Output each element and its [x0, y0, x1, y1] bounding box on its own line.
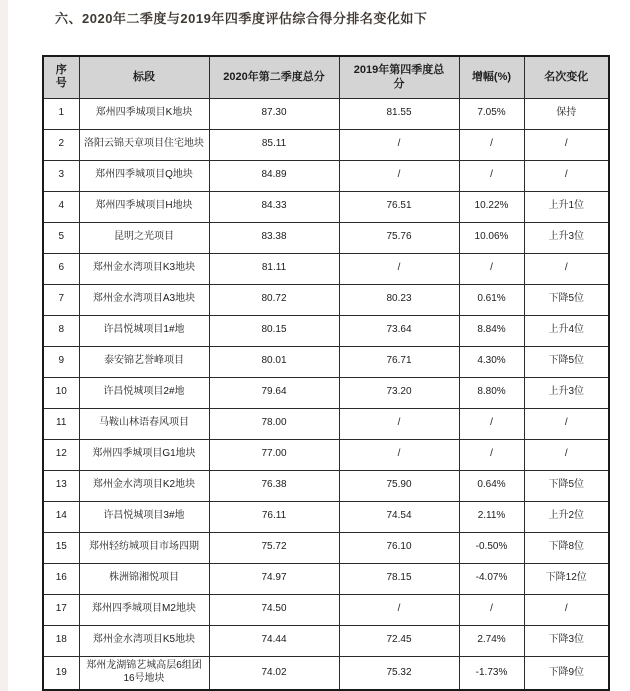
cell-section: 昆明之光项目 — [79, 222, 209, 253]
cell-no: 8 — [43, 315, 79, 346]
cell-q2_2020: 74.44 — [209, 625, 339, 656]
cell-rank_change: 上升3位 — [524, 377, 609, 408]
cell-q2_2020: 78.00 — [209, 408, 339, 439]
table-row — [43, 656, 609, 690]
cell-rank_change: 上升2位 — [524, 501, 609, 532]
cell-q2_2020: 74.50 — [209, 594, 339, 625]
cell-section: 郑州四季城项目M2地块 — [79, 594, 209, 625]
cell-growth: 2.11% — [459, 501, 524, 532]
cell-q4_2019: / — [339, 408, 459, 439]
cell-no: 13 — [43, 470, 79, 501]
cell-q4_2019: 76.51 — [339, 191, 459, 222]
header-row — [43, 56, 609, 98]
cell-no: 7 — [43, 284, 79, 315]
cell-q2_2020: 83.38 — [209, 222, 339, 253]
cell-growth: 0.64% — [459, 470, 524, 501]
cell-no: 3 — [43, 160, 79, 191]
cell-q4_2019: / — [339, 160, 459, 191]
cell-rank_change: / — [524, 408, 609, 439]
table-row — [43, 253, 609, 284]
cell-q2_2020: 85.11 — [209, 129, 339, 160]
cell-q2_2020: 87.30 — [209, 98, 339, 129]
cell-no: 5 — [43, 222, 79, 253]
cell-section: 许昌悦城项目3#地 — [79, 501, 209, 532]
table-row — [43, 532, 609, 563]
table-row — [43, 470, 609, 501]
cell-q2_2020: 80.72 — [209, 284, 339, 315]
table-row — [43, 625, 609, 656]
score-table — [42, 55, 610, 691]
table-row — [43, 284, 609, 315]
cell-growth: / — [459, 160, 524, 191]
cell-growth: -1.73% — [459, 656, 524, 690]
cell-q4_2019: 75.90 — [339, 470, 459, 501]
cell-rank_change: / — [524, 253, 609, 284]
cell-q4_2019: 73.64 — [339, 315, 459, 346]
cell-section: 郑州轻纺城项目市场四期 — [79, 532, 209, 563]
cell-section: 泰安锦艺誉峰项目 — [79, 346, 209, 377]
cell-q2_2020: 75.72 — [209, 532, 339, 563]
cell-q2_2020: 74.02 — [209, 656, 339, 690]
cell-section: 郑州四季城项目Q地块 — [79, 160, 209, 191]
column-header-rank-change: 名次变化 — [524, 56, 609, 98]
column-header-2019-q4-score: 2019年第四季度总分 — [339, 56, 459, 98]
cell-section: 郑州四季城项目K地块 — [79, 98, 209, 129]
cell-growth: 10.06% — [459, 222, 524, 253]
cell-q2_2020: 80.15 — [209, 315, 339, 346]
table-row — [43, 315, 609, 346]
table-row — [43, 346, 609, 377]
cell-rank_change: 上升1位 — [524, 191, 609, 222]
cell-no: 19 — [43, 656, 79, 690]
cell-q4_2019: 75.76 — [339, 222, 459, 253]
cell-section: 郑州金水湾项目K2地块 — [79, 470, 209, 501]
cell-growth: 8.84% — [459, 315, 524, 346]
cell-q4_2019: 72.45 — [339, 625, 459, 656]
cell-section: 郑州四季城项目H地块 — [79, 191, 209, 222]
cell-growth: 10.22% — [459, 191, 524, 222]
cell-rank_change: / — [524, 439, 609, 470]
cell-section: 郑州金水湾项目K5地块 — [79, 625, 209, 656]
cell-q4_2019: 76.10 — [339, 532, 459, 563]
cell-no: 11 — [43, 408, 79, 439]
cell-q4_2019: 81.55 — [339, 98, 459, 129]
cell-section: 许昌悦城项目2#地 — [79, 377, 209, 408]
cell-q2_2020: 81.11 — [209, 253, 339, 284]
cell-growth: 0.61% — [459, 284, 524, 315]
cell-growth: / — [459, 408, 524, 439]
cell-no: 16 — [43, 563, 79, 594]
cell-rank_change: 下降3位 — [524, 625, 609, 656]
table-row — [43, 129, 609, 160]
cell-growth: / — [459, 253, 524, 284]
cell-growth: 2.74% — [459, 625, 524, 656]
cell-rank_change: 下降8位 — [524, 532, 609, 563]
section-title: 六、2020年二季度与2019年四季度评估综合得分排名变化如下 — [55, 11, 428, 26]
cell-no: 18 — [43, 625, 79, 656]
cell-no: 2 — [43, 129, 79, 160]
table-row — [43, 222, 609, 253]
cell-section: 马鞍山林语春风项目 — [79, 408, 209, 439]
cell-q2_2020: 80.01 — [209, 346, 339, 377]
cell-q2_2020: 74.97 — [209, 563, 339, 594]
cell-growth: 7.05% — [459, 98, 524, 129]
cell-rank_change: 下降9位 — [524, 656, 609, 690]
cell-q4_2019: 74.54 — [339, 501, 459, 532]
cell-no: 10 — [43, 377, 79, 408]
cell-section: 洛阳云锦天章项目住宅地块 — [79, 129, 209, 160]
cell-section: 郑州金水湾项目A3地块 — [79, 284, 209, 315]
cell-section: 株洲锦湘悦项目 — [79, 563, 209, 594]
cell-no: 4 — [43, 191, 79, 222]
cell-q4_2019: 76.71 — [339, 346, 459, 377]
cell-rank_change: 保持 — [524, 98, 609, 129]
cell-rank_change: 上升3位 — [524, 222, 609, 253]
page-left-strip — [0, 0, 8, 691]
cell-no: 1 — [43, 98, 79, 129]
table-row — [43, 501, 609, 532]
cell-q4_2019: 73.20 — [339, 377, 459, 408]
cell-q2_2020: 84.33 — [209, 191, 339, 222]
cell-section: 郑州龙湖锦艺城高层6组团16号地块 — [79, 656, 209, 690]
column-header-no-label: 序号 — [55, 64, 67, 90]
cell-rank_change: 下降5位 — [524, 470, 609, 501]
table-row — [43, 160, 609, 191]
cell-q4_2019: 75.32 — [339, 656, 459, 690]
cell-no: 6 — [43, 253, 79, 284]
cell-q2_2020: 77.00 — [209, 439, 339, 470]
cell-growth: / — [459, 594, 524, 625]
cell-q2_2020: 76.38 — [209, 470, 339, 501]
cell-section: 郑州四季城项目G1地块 — [79, 439, 209, 470]
column-header-no — [43, 56, 79, 98]
cell-q2_2020: 76.11 — [209, 501, 339, 532]
cell-no: 14 — [43, 501, 79, 532]
cell-no: 9 — [43, 346, 79, 377]
table-body — [43, 98, 609, 690]
table-row — [43, 377, 609, 408]
table-row — [43, 439, 609, 470]
cell-growth: 4.30% — [459, 346, 524, 377]
column-header-2020-q2-score: 2020年第二季度总分 — [209, 56, 339, 98]
cell-q4_2019: / — [339, 594, 459, 625]
cell-q4_2019: / — [339, 253, 459, 284]
cell-rank_change: / — [524, 594, 609, 625]
column-header-section: 标段 — [79, 56, 209, 98]
table-row — [43, 98, 609, 129]
table-row — [43, 594, 609, 625]
cell-growth: / — [459, 439, 524, 470]
cell-rank_change: 下降5位 — [524, 346, 609, 377]
cell-rank_change: 下降5位 — [524, 284, 609, 315]
cell-growth: / — [459, 129, 524, 160]
cell-growth: -0.50% — [459, 532, 524, 563]
cell-q4_2019: / — [339, 129, 459, 160]
cell-section: 郑州金水湾项目K3地块 — [79, 253, 209, 284]
cell-growth: 8.80% — [459, 377, 524, 408]
table-row — [43, 191, 609, 222]
cell-q2_2020: 79.64 — [209, 377, 339, 408]
cell-q2_2020: 84.89 — [209, 160, 339, 191]
table-row — [43, 563, 609, 594]
cell-q4_2019: 80.23 — [339, 284, 459, 315]
cell-rank_change: 下降12位 — [524, 563, 609, 594]
cell-q4_2019: 78.15 — [339, 563, 459, 594]
cell-no: 12 — [43, 439, 79, 470]
column-header-growth: 增幅(%) — [459, 56, 524, 98]
cell-growth: -4.07% — [459, 563, 524, 594]
cell-rank_change: / — [524, 160, 609, 191]
cell-no: 15 — [43, 532, 79, 563]
cell-rank_change: / — [524, 129, 609, 160]
cell-section: 许昌悦城项目1#地 — [79, 315, 209, 346]
table-row — [43, 408, 609, 439]
cell-q4_2019: / — [339, 439, 459, 470]
cell-no: 17 — [43, 594, 79, 625]
cell-rank_change: 上升4位 — [524, 315, 609, 346]
